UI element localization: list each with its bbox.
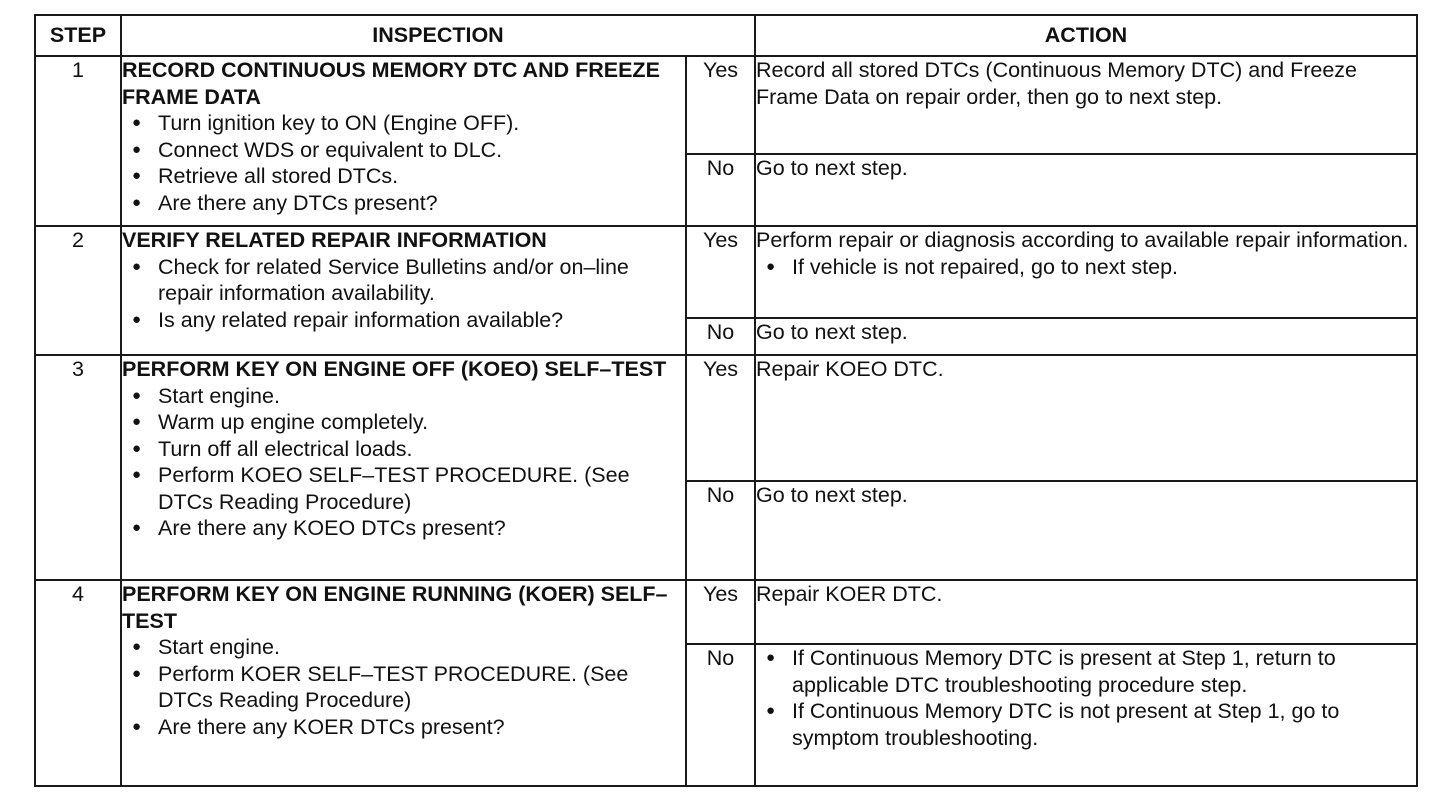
yes-label: Yes	[686, 355, 755, 481]
inspection-bullet: ● Turn ignition key to ON (Engine OFF).	[122, 110, 685, 137]
inspection-bullet: ● Turn off all electrical loads.	[122, 436, 685, 463]
yes-action: Repair KOER DTC.	[755, 580, 1417, 644]
no-label: No	[686, 644, 755, 786]
no-action-cell	[755, 644, 1417, 786]
inspection-bullet: ● Is any related repair information available?	[122, 307, 685, 334]
diagnostic-procedure-table	[34, 14, 1418, 787]
inspection-bullet-list	[122, 110, 685, 216]
table-row	[35, 226, 1417, 318]
step-column-header: STEP	[35, 15, 121, 56]
step-number: 2	[35, 226, 121, 355]
action-bullet: ● If Continuous Memory DTC is present at Step 1, return to applicable DTC troubleshooting procedure step.	[756, 645, 1416, 698]
inspection-cell	[121, 56, 686, 226]
yes-label: Yes	[686, 56, 755, 154]
no-action: Go to next step.	[755, 154, 1417, 226]
no-action: Go to next step.	[755, 481, 1417, 580]
inspection-bullet: ● Are there any DTCs present?	[122, 190, 685, 217]
yes-action: Perform repair or diagnosis according to available repair information.	[756, 228, 1409, 252]
inspection-cell	[121, 580, 686, 786]
no-label: No	[686, 154, 755, 226]
step-number: 4	[35, 580, 121, 786]
step-number: 1	[35, 56, 121, 226]
inspection-bullet: ● Check for related Service Bulletins and/or on–line repair information availability.	[122, 254, 685, 307]
table-header-row	[35, 15, 1417, 56]
inspection-bullet: ● Start engine.	[122, 383, 685, 410]
inspection-bullet-list	[122, 634, 685, 740]
inspection-title: PERFORM KEY ON ENGINE OFF (KOEO) SELF–TEST	[122, 357, 667, 381]
action-bullet: ● If Continuous Memory DTC is not present at Step 1, go to symptom troubleshooting.	[756, 698, 1416, 751]
step-number: 3	[35, 355, 121, 580]
action-bullet: ● If vehicle is not repaired, go to next step.	[756, 254, 1416, 281]
yes-action: Repair KOEO DTC.	[755, 355, 1417, 481]
table-row	[35, 355, 1417, 481]
no-label: No	[686, 318, 755, 355]
inspection-bullet: ● Warm up engine completely.	[122, 409, 685, 436]
inspection-bullet: ● Connect WDS or equivalent to DLC.	[122, 137, 685, 164]
inspection-bullet-list	[122, 254, 685, 334]
action-column-header: ACTION	[755, 15, 1417, 56]
inspection-cell	[121, 226, 686, 355]
yes-action-cell	[755, 226, 1417, 318]
inspection-bullet: ● Are there any KOER DTCs present?	[122, 714, 685, 741]
inspection-bullet: ● Are there any KOEO DTCs present?	[122, 515, 685, 542]
inspection-bullet: ● Perform KOER SELF–TEST PROCEDURE. (See DTCs Reading Procedure)	[122, 661, 685, 714]
yes-label: Yes	[686, 580, 755, 644]
inspection-title: PERFORM KEY ON ENGINE RUNNING (KOER) SELF–TEST	[122, 582, 668, 633]
action-bullet-list	[756, 254, 1416, 281]
inspection-title: VERIFY RELATED REPAIR INFORMATION	[122, 228, 547, 252]
table-row	[35, 580, 1417, 644]
no-label: No	[686, 481, 755, 580]
inspection-bullet: ● Perform KOEO SELF–TEST PROCEDURE. (See DTCs Reading Procedure)	[122, 462, 685, 515]
yes-label: Yes	[686, 226, 755, 318]
yes-action: Record all stored DTCs (Continuous Memory DTC) and Freeze Frame Data on repair order, then go to next step.	[755, 56, 1417, 154]
action-bullet-list	[756, 645, 1416, 751]
inspection-bullet: ● Retrieve all stored DTCs.	[122, 163, 685, 190]
inspection-cell	[121, 355, 686, 580]
inspection-column-header: INSPECTION	[121, 15, 755, 56]
inspection-title: RECORD CONTINUOUS MEMORY DTC AND FREEZE FRAME DATA	[122, 58, 660, 109]
inspection-bullet-list	[122, 383, 685, 542]
table-row	[35, 56, 1417, 154]
no-action: Go to next step.	[755, 318, 1417, 355]
inspection-bullet: ● Start engine.	[122, 634, 685, 661]
